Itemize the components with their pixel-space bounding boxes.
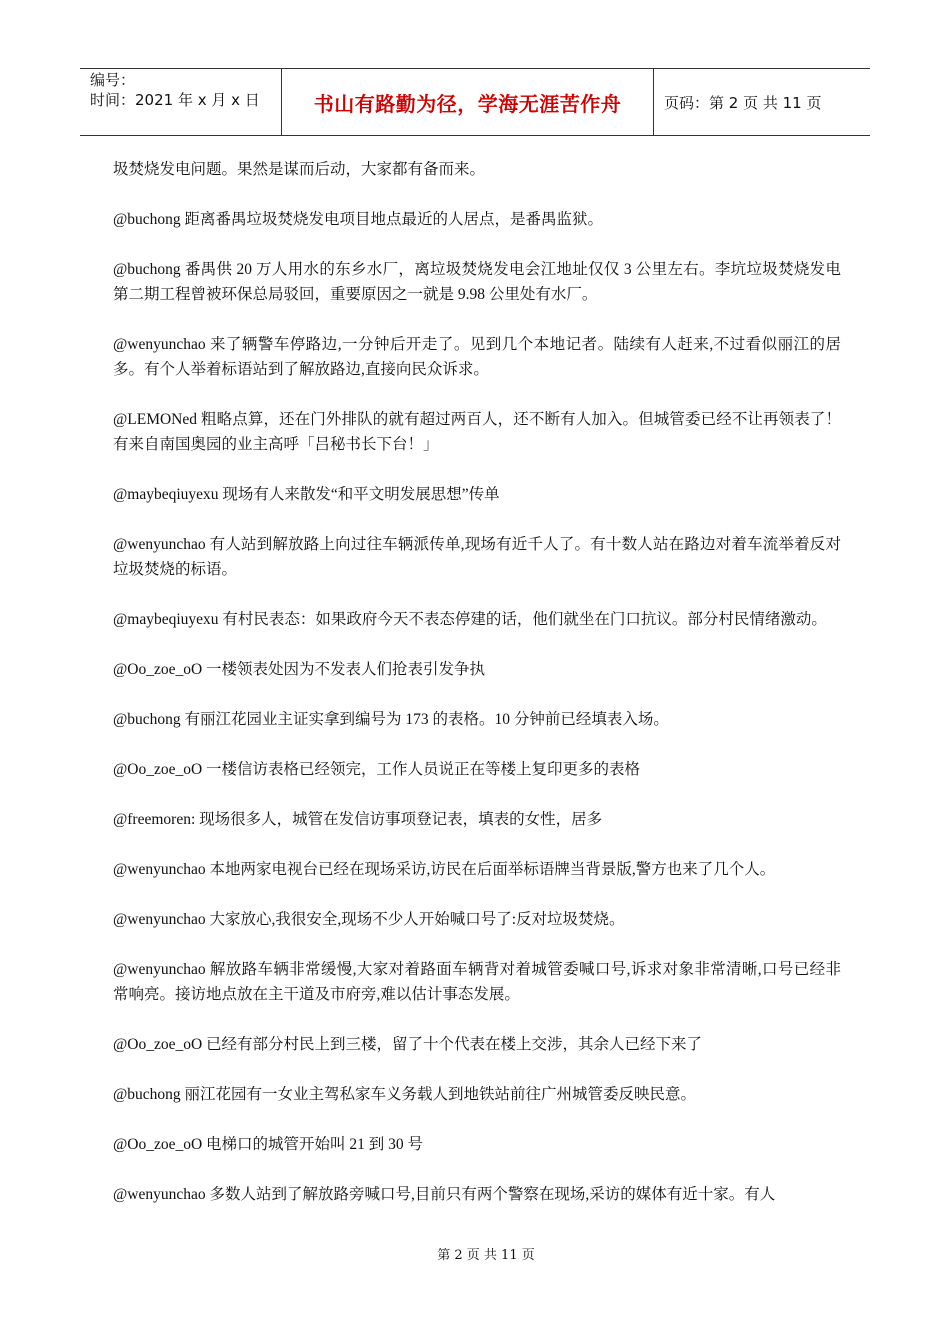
- paragraph: @maybeqiuyexu 现场有人来散发“和平文明发展思想”传单: [113, 486, 500, 503]
- paragraph: @buchong 距离番禺垃圾焚烧发电项目地点最近的人居点，是番禺监狱。: [113, 211, 604, 228]
- paragraph: @LEMONed 粗略点算，还在门外排队的就有超过两百人，还不断有人加入。但城管委已经不让再领表了！有来自南国奥园的业主高呼「吕秘书长下台！」: [113, 411, 841, 453]
- paragraph: @wenyunchao 来了辆警车停路边,一分钟后开走了。见到几个本地记者。陆续有人赶来,不过看似丽江的居多。有个人举着标语站到了解放路边,直接向民众诉求。: [113, 336, 841, 378]
- paragraph: @buchong 番禺供 20 万人用水的东乡水厂，离垃圾焚烧发电会江地址仅仅 3 公里左右。李坑垃圾焚烧发电第二期工程曾被环保总局驳回，重要原因之一就是 9.98 公里处有水厂。: [113, 261, 841, 303]
- document-date-label: 时间：2021 年 x 月 x 日: [90, 91, 260, 109]
- paragraph: @Oo_zoe_oO 一楼信访表格已经领完，工作人员说正在等楼上复印更多的表格: [113, 761, 641, 778]
- document-code-label: 编号：: [90, 71, 136, 89]
- paragraph: @maybeqiuyexu 有村民表态：如果政府今天不表态停建的话，他们就坐在门口抗议。部分村民情绪激动。: [113, 611, 827, 628]
- paragraph: @Oo_zoe_oO 一楼领表处因为不发表人们抢表引发争执: [113, 661, 486, 678]
- paragraph: 圾焚烧发电问题。果然是谋而后动，大家都有备而来。: [113, 161, 486, 178]
- paragraph: @wenyunchao 大家放心,我很安全,现场不少人开始喊口号了:反对垃圾焚烧。: [113, 911, 625, 928]
- paragraph: @wenyunchao 有人站到解放路上向过往车辆派传单,现场有近千人了。有十数人站在路边对着车流举着反对垃圾焚烧的标语。: [113, 536, 841, 578]
- paragraph: @Oo_zoe_oO 已经有部分村民上到三楼，留了十个代表在楼上交涉，其余人已经下来了: [113, 1036, 703, 1053]
- paragraph: @wenyunchao 多数人站到了解放路旁喊口号,目前只有两个警察在现场,采访的媒体有近十家。有人: [113, 1186, 776, 1203]
- paragraph: @Oo_zoe_oO 电梯口的城管开始叫 21 到 30 号: [113, 1136, 424, 1153]
- page-footer: [0, 1244, 950, 1263]
- header-page-number: 页码：第 2 页 共 11 页: [664, 93, 822, 112]
- footer-page-number: 第 2 页 共 11 页: [437, 1248, 535, 1263]
- paragraph: @buchong 有丽江花园业主证实拿到编号为 173 的表格。10 分钟前已经填表入场。: [113, 711, 669, 728]
- page-header: [80, 68, 870, 136]
- document-body: [113, 157, 841, 1232]
- paragraph: @wenyunchao 解放路车辆非常缓慢,大家对着路面车辆背对着城管委喊口号,诉求对象非常清晰,口号已经非常响亮。接访地点放在主干道及市府旁,难以估计事态发展。: [113, 961, 842, 1003]
- header-info-cell: [80, 69, 282, 135]
- paragraph: @buchong 丽江花园有一女业主驾私家车义务载人到地铁站前往广州城管委反映民意。: [113, 1086, 697, 1103]
- paragraph: @freemoren: 现场很多人，城管在发信访事项登记表，填表的女性，居多: [113, 811, 603, 828]
- header-motto: 书山有路勤为径，学海无涯苦作舟: [313, 91, 622, 116]
- header-motto-cell: [282, 69, 654, 135]
- paragraph: @wenyunchao 本地两家电视台已经在现场采访,访民在后面举标语牌当背景版,警方也来了几个人。: [113, 861, 776, 878]
- header-page-cell: [654, 69, 870, 135]
